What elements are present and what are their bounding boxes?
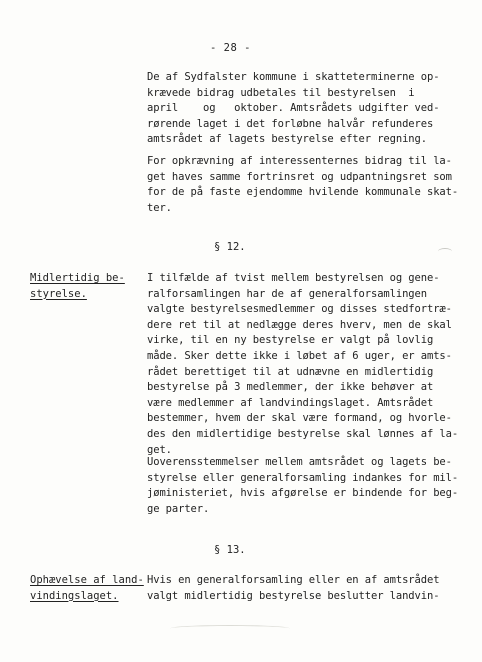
paragraph-contribution-payment: De af Sydfalster kommune i skatteterminerne op- krævede bidrag udbetales til bestyrelsen i april og oktober. Amtsrådets udgifter ved- rørende laget i det forløbne halvår refunderes amtsrådet af lagets bestyrelse efter regning.: [147, 71, 440, 146]
paragraph-dissolution: Hvis en generalforsamling eller en af amtsrådet valgt midlertidig bestyrelse beslutter landvin-: [147, 574, 440, 602]
scan-artifact-mark: [438, 248, 452, 255]
margin-note-temporary-board: Midlertidig be- styrelse.: [30, 272, 125, 300]
paragraph-disagreements-appeal: Uoverensstemmelser mellem amtsrådet og lagets be- styrelse eller generalforsamling indankes for mil- jøministeriet, hvis afgørelse er bindende for beg- ge parter.: [147, 456, 459, 515]
margin-note-dissolution: Ophævelse af land- vindingslaget.: [30, 574, 144, 602]
paragraph-dispute-board: I tilfælde af tvist mellem bestyrelsen og gene- ralforsamlingen har de af generalforsamlingen valgte bestyrelsesmedlemmer og disses stedfortræ- dere ret til at nedlægge deres hverv, men de skal virke, til en ny bestyrelse er valgt på lovlig måde. Sker dette ikke i løbet af 6 uger, er amts- rådet berettiget til at udnævne en midlertidig bestyrelse på 3 medlemmer, der ikke behøver at være medlemmer af landvindingslaget. Amtsrådet bestemmer, hvem der skal være formand, og hvorle- des den midlertidige bestyrelse skal lønnes af la- get.: [147, 272, 459, 456]
scan-artifact-mark: [170, 625, 290, 632]
page-number: - 28 -: [210, 42, 251, 54]
section-heading-13: § 13.: [214, 544, 246, 556]
section-heading-12: § 12.: [214, 241, 246, 253]
paragraph-collection-priority: For opkrævning af interessenternes bidrag til la- get haves samme fortrinsret og udpantningsret som for de på faste ejendomme hvilende kommunale skat- ter.: [147, 155, 459, 214]
